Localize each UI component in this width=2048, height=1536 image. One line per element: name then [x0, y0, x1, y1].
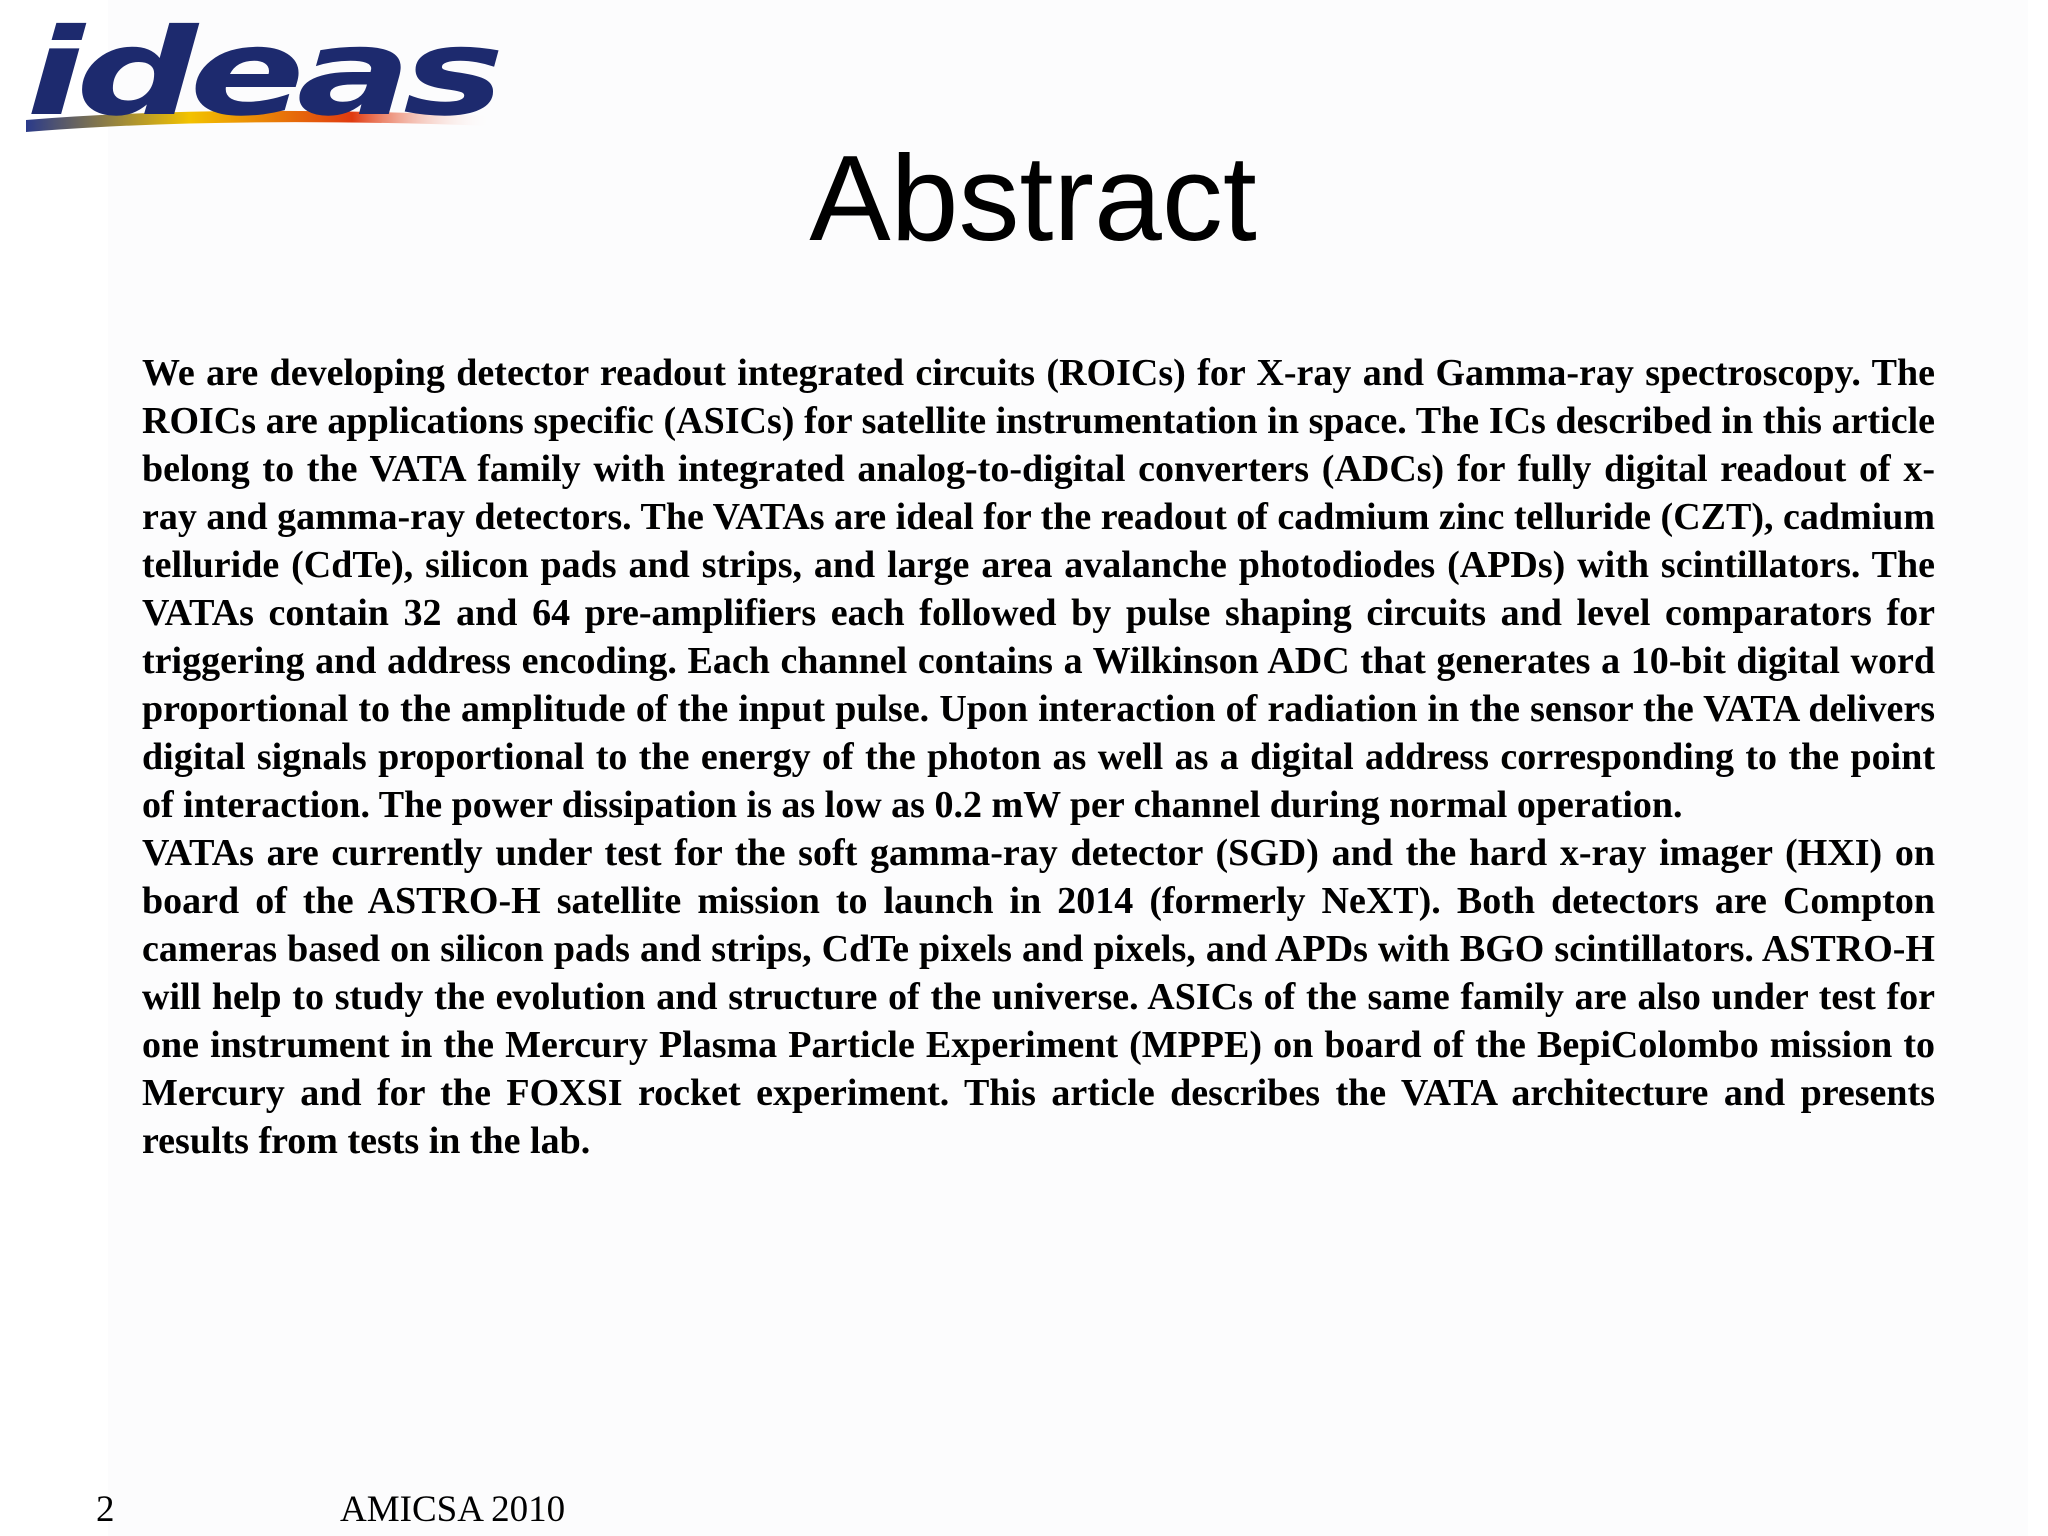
abstract-paragraph-1: We are developing detector readout integrated circuits (ROICs) for X-ray and Gamma-ray spectroscopy. The ROICs are applications specific (ASICs) for satellite instrumentation in space. The ICs described in this article belong to the VATA family with integrated analog-to-digital converters (ADCs) for fully digital readout of x-ray and gamma-ray detectors. The VATAs are ideal for the readout of cadmium zinc telluride (CZT), cadmium telluride (CdTe), silicon pads and strips, and large area avalanche photodiodes (APDs) with scintillators. The VATAs contain 32 and 64 pre-amplifiers each followed by pulse shaping circuits and level comparators for triggering and address encoding. Each channel contains a Wilkinson ADC that generates a 10-bit digital word proportional to the amplitude of the input pulse. Upon interaction of radiation in the sensor the VATA delivers digital signals proportional to the energy of the photon as well as a digital address corresponding to the point of interaction. The power dissipation is as low as 0.2 mW per channel during normal operation.: [142, 352, 1935, 826]
ideas-logo: [22, 8, 502, 136]
logo-wordmark: ideas: [26, 8, 500, 136]
abstract-paragraph-2: VATAs are currently under test for the soft gamma-ray detector (SGD) and the hard x-ray imager (HXI) on board of the ASTRO-H satellite mission to launch in 2014 (formerly NeXT). Both detectors are Compton cameras based on silicon pads and strips, CdTe pixels and pixels, and APDs with BGO scintillators. ASTRO-H will help to study the evolution and structure of the universe. ASICs of the same family are also under test for one instrument in the Mercury Plasma Particle Experiment (MPPE) on board of the BepiColombo mission to Mercury and for the FOXSI rocket experiment. This article describes the VATA architecture and presents results from tests in the lab.: [142, 832, 1935, 1162]
conference-label: AMICSA 2010: [340, 1489, 566, 1530]
abstract-body: [142, 349, 1935, 1165]
page-title: Abstract: [809, 130, 1257, 266]
page-number: 2: [96, 1489, 115, 1530]
